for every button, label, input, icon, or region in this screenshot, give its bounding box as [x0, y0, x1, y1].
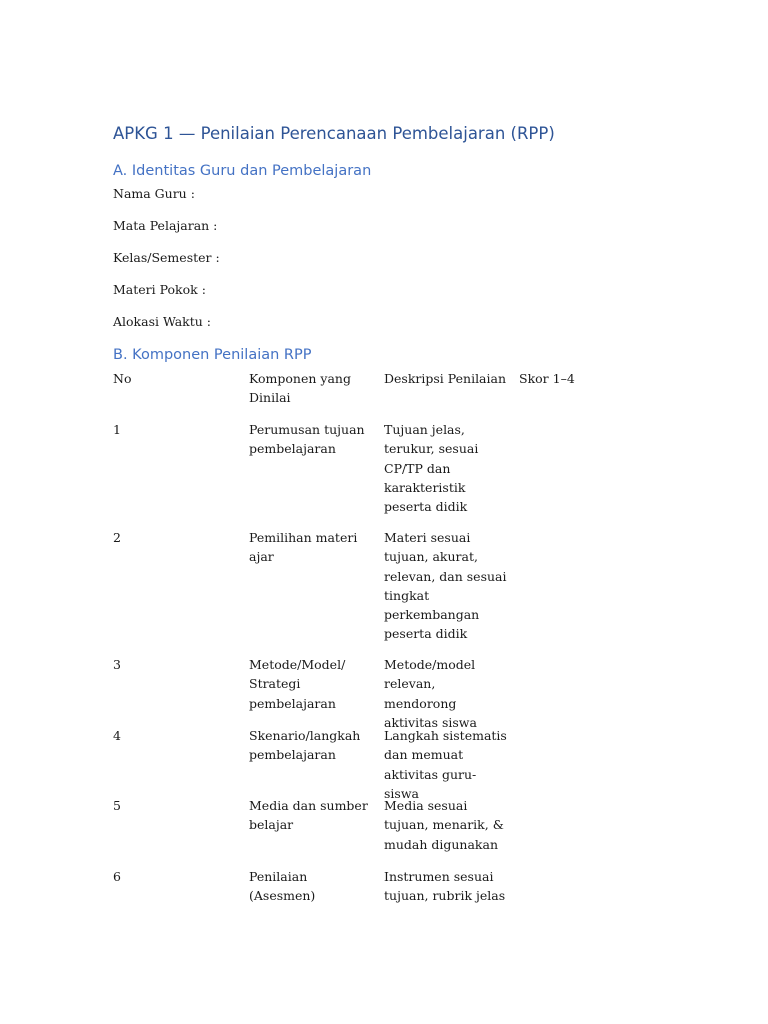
row-komponen: Penilaian (Asesmen) [249, 869, 316, 904]
row-deskripsi: Instrumen sesuai tujuan, rubrik jelas [384, 869, 506, 904]
row-deskripsi: Tujuan jelas, terukur, sesuai CP/TP dan karakteristik peserta didik [384, 422, 479, 515]
row-no: 6 [113, 869, 121, 884]
field-mata-pelajaran: Mata Pelajaran : [113, 218, 218, 233]
row-komponen: Metode/Model/ Strategi pembelajaran [249, 657, 346, 711]
section-a-heading: A. Identitas Guru dan Pembelajaran [113, 163, 372, 179]
field-materi-pokok: Materi Pokok : [113, 282, 206, 297]
document-title: APKG 1 — Penilaian Perencanaan Pembelajaran (RPP) [113, 124, 555, 143]
row-komponen: Skenario/langkah pembelajaran [249, 728, 361, 763]
row-komponen: Pemilihan materi ajar [249, 530, 358, 565]
header-skor: Skor 1–4 [519, 371, 575, 386]
row-no: 3 [113, 657, 121, 672]
row-komponen: Media dan sumber belajar [249, 798, 368, 833]
header-no: No [113, 371, 132, 386]
section-b-heading: B. Komponen Penilaian RPP [113, 347, 312, 363]
row-no: 5 [113, 798, 121, 813]
row-no: 1 [113, 422, 121, 437]
row-komponen: Perumusan tujuan pembelajaran [249, 422, 365, 457]
header-deskripsi: Deskripsi Penilaian [384, 371, 507, 386]
field-alokasi-waktu: Alokasi Waktu : [113, 314, 212, 329]
row-no: 2 [113, 530, 121, 545]
row-no: 4 [113, 728, 121, 743]
row-deskripsi: Media sesuai tujuan, menarik, & mudah digunakan [384, 798, 504, 852]
header-komponen: Komponen yang Dinilai [249, 371, 351, 406]
row-deskripsi: Materi sesuai tujuan, akurat, relevan, dan sesuai tingkat perkembangan peserta didik [384, 530, 507, 642]
field-kelas-semester: Kelas/Semester : [113, 250, 220, 265]
row-deskripsi: Metode/model relevan, mendorong aktivitas siswa [384, 657, 477, 730]
field-nama-guru: Nama Guru : [113, 186, 195, 201]
row-deskripsi: Langkah sistematis dan memuat aktivitas guru-siswa [384, 728, 507, 801]
